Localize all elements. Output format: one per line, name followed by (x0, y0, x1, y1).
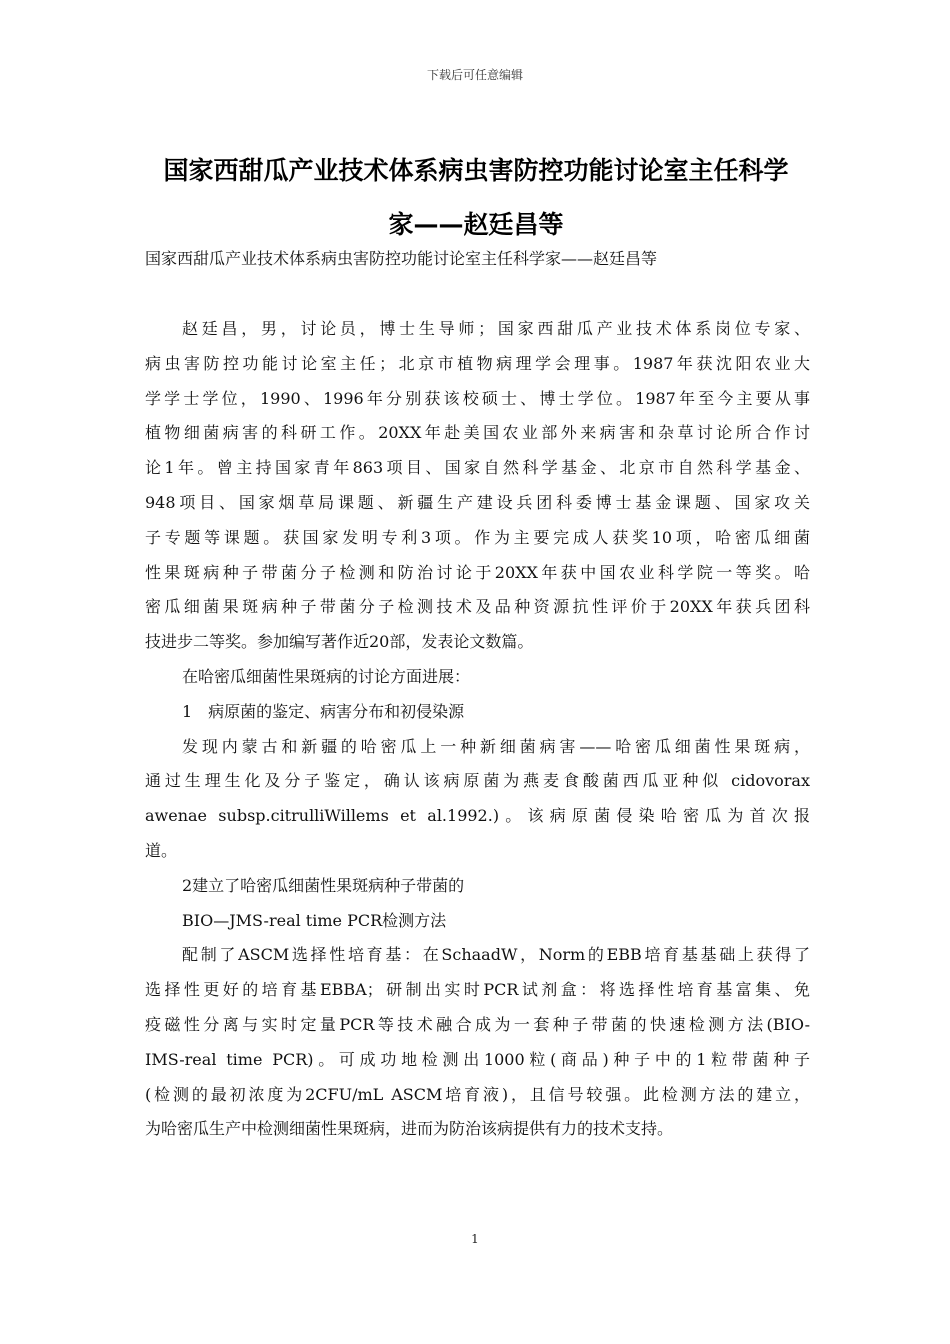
document-body (145, 312, 810, 1147)
body-line: 密瓜细菌果斑病种子带菌分子检测技术及品种资源抗性评价于20XX年获兵团科 (145, 597, 810, 617)
section-heading-2-continued: BIO—JMS-real time PCR检测方法 (182, 910, 447, 930)
section-intro: 在哈密瓜细菌性果斑病的讨论方面进展： (182, 666, 471, 686)
body-line: awenae subsp.citrulliWillems et al.1992.)。该病原菌侵染哈密瓜为首次报 (145, 806, 810, 826)
body-line: 技进步二等奖。参加编写著作近20部，发表论文数篇。 (145, 632, 534, 652)
body-line: 性果斑病种子带菌分子检测和防治讨论于20XX年获中国农业科学院一等奖。哈 (145, 562, 810, 582)
body-line: 赵廷昌，男，讨论员，博士生导师；国家西甜瓜产业技术体系岗位专家、 (182, 319, 810, 338)
document-title (145, 144, 807, 252)
page-header-note: 下载后可任意编辑 (426, 68, 523, 82)
body-line: 为哈密瓜生产中检测细菌性果斑病，进而为防治该病提供有力的技术支持。 (145, 1119, 674, 1139)
body-line: 配制了ASCM选择性培育基：在SchaadW，Norm的EBB培育基基础上获得了 (182, 945, 810, 965)
body-line: 道。 (145, 840, 178, 860)
body-line: IMS-real time PCR)。可成功地检测出1000粒(商品)种子中的1粒带菌种子 (145, 1049, 810, 1069)
body-line: 论1年。曾主持国家青年863项目、国家自然科学基金、北京市自然科学基金、 (145, 458, 810, 478)
body-line: 选择性更好的培育基EBBA；研制出实时PCR试剂盒：将选择性培育基富集、免 (145, 980, 810, 1000)
body-line: 疫磁性分离与实时定量PCR等技术融合成为一套种子带菌的快速检测方法(BIO- (145, 1014, 810, 1034)
document-subtitle: 国家西甜瓜产业技术体系病虫害防控功能讨论室主任科学家——赵廷昌等 (145, 249, 658, 268)
body-line: 子专题等课题。获国家发明专利3项。作为主要完成人获奖10项，哈密瓜细菌 (145, 527, 810, 547)
body-line: 病虫害防控功能讨论室主任；北京市植物病理学会理事。1987年获沈阳农业大 (145, 353, 810, 373)
page-number: 1 (471, 1232, 479, 1246)
body-line: 948项目、国家烟草局课题、新疆生产建设兵团科委博士基金课题、国家攻关 (145, 492, 810, 512)
body-line: 植物细菌病害的科研工作。20XX年赴美国农业部外来病害和杂草讨论所合作讨 (145, 423, 810, 443)
body-line: 学学士学位，1990、1996年分别获该校硕士、博士学位。1987年至今主要从事 (145, 388, 810, 408)
section-heading-2: 2建立了哈密瓜细菌性果斑病种子带菌的 (182, 875, 465, 895)
section-heading-1: 1 病原菌的鉴定、病害分布和初侵染源 (182, 701, 465, 721)
title-line-2: 家——赵廷昌等 (388, 210, 564, 239)
title-line-1: 国家西甜瓜产业技术体系病虫害防控功能讨论室主任科学 (163, 156, 789, 185)
body-line: 通过生理生化及分子鉴定，确认该病原菌为燕麦食酸菌西瓜亚种似 cidovorax (145, 771, 810, 791)
body-line: (检测的最初浓度为2CFU/mL ASCM培育液)，且信号较强。此检测方法的建立， (145, 1084, 810, 1104)
body-line: 发现内蒙古和新疆的哈密瓜上一种新细菌病害——哈密瓜细菌性果斑病， (182, 736, 810, 756)
